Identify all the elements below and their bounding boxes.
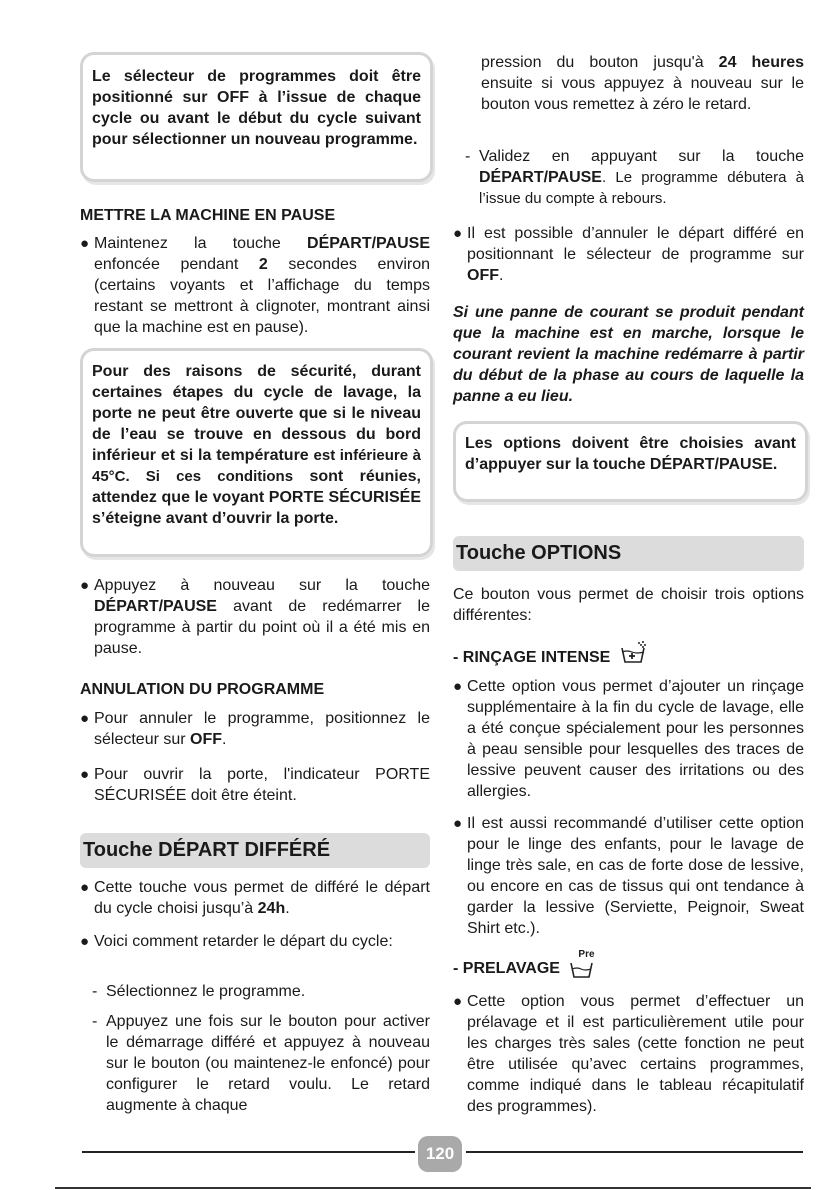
- pause-bullet: ● Maintenez la touche DÉPART/PAUSE enfoncée pendant 2 secondes environ (certains voyants et l’affichage du temps restant se mettront à clignoter, montrant ainsi que la machine est en pause).: [80, 235, 431, 336]
- safety-note-text: Pour des raisons de sécurité, durant certaines étapes du cycle de lavage, la porte ne peut être ouverte que si le niveau de l’eau se trouve en dessous du bord inférieur et si la température: [92, 363, 421, 464]
- delay-bullet: ● Cette touche vous permet de différé le départ du cycle choisi jusqu’à 24h.: [80, 879, 430, 917]
- off-selector-note: [80, 52, 433, 182]
- bullet-icon: ●: [453, 815, 463, 832]
- bullet-icon: ●: [80, 933, 90, 950]
- intensive-rinse-icon: [619, 640, 649, 672]
- options-note-text: Les options doivent être choisies avant d’appuyer sur la touche DÉPART/PAUSE.: [465, 435, 796, 473]
- cancel-delay-bullet: ● Il est possible d’annuler le départ différé en positionnant le sélecteur de programme sur OFF.: [453, 225, 804, 284]
- resume-bullet: ● Appuyez à nouveau sur la touche DÉPART/PAUSE avant de redémarrer le programme à partir du point où il a été mis en pause.: [80, 577, 430, 657]
- pause-heading: METTRE LA MACHINE EN PAUSE: [80, 207, 336, 224]
- bullet-icon: ●: [453, 678, 463, 695]
- cancel-heading: ANNULATION DU PROGRAMME: [80, 681, 325, 698]
- rinse-recommendation-bullet: ● Il est aussi recommandé d’utiliser cette option pour le linge des enfants, pour le lavage de linge très sale, en cas de forte dose de lessive, ou encore en cas de tissus qui ont tendance à garder la lessive (Serviette, Peignoir, Sweat Shirt etc.).: [453, 815, 804, 937]
- bullet-icon: ●: [453, 993, 463, 1010]
- bullet-icon: ●: [80, 235, 90, 252]
- delay-step-1: - Sélectionnez le programme.: [92, 983, 306, 1000]
- delay-step-2-continued: pression du bouton jusqu'à 24 heures ensuite si vous appuyez à nouveau sur le bouton vous remettez à zéro le retard.: [481, 54, 804, 113]
- bullet-icon: ●: [80, 710, 90, 727]
- footer-rule-right: [466, 1151, 803, 1153]
- bullet-icon: ●: [453, 225, 463, 242]
- options-section-title: Touche OPTIONS: [453, 536, 804, 571]
- power-failure-warning: Si une panne de courant se produit pendant que la machine est en marche, lorsque le courant revient la machine redémarre à partir du début de la phase au cours de laquelle la panne a eu lieu.: [453, 304, 804, 405]
- options-intro: Ce bouton vous permet de choisir trois options différentes:: [453, 586, 804, 624]
- page-number: 120: [418, 1136, 462, 1172]
- validate-step: - Validez en appuyant sur la touche DÉPART/PAUSE. Le programme débutera à l’issue du compte à rebours.: [465, 148, 804, 207]
- safety-note: Pour des raisons de sécurité, durant certaines étapes du cycle de lavage, la porte ne peut être ouverte que si le niveau de l’eau se trouve en dessous du bord inférieur et si la température est inférieure à 45°C. Si ces conditions sont réunies, attendez que le voyant PORTE SÉCURISÉE s’éteigne avant d’ouvrir la porte.: [80, 348, 433, 557]
- off-selector-note-text: Le sélecteur de programmes doit être positionné sur OFF à l’issue de chaque cycle ou avant le début du cycle suivant pour sélectionner un nouveau programme.: [92, 68, 421, 148]
- prewash-icon: Pre: [568, 955, 598, 979]
- delay-howto-bullet: ● Voici comment retarder le départ du cycle:: [80, 933, 393, 950]
- options-note: [453, 421, 808, 502]
- rinse-bullet: ● Cette option vous permet d’ajouter un rinçage supplémentaire à la fin du cycle de lavage, elle a été conçue spécialement pour les personnes à peau sensible pour lesquelles des traces de lessive peuvent causer des irritations ou des allergies.: [453, 678, 804, 800]
- bullet-icon: ●: [80, 577, 90, 594]
- page-bottom-rule: [55, 1187, 811, 1189]
- bullet-icon: ●: [80, 766, 90, 783]
- delay-step-2: - Appuyez une fois sur le bouton pour activer le démarrage différé et appuyez à nouveau sur le bouton (ou maintenez-le enfoncé) pour configurer le retard voulu. Le retard augmente à chaque: [92, 1013, 430, 1114]
- door-bullet: ● Pour ouvrir la porte, l'indicateur PORTE SÉCURISÉE doit être éteint.: [80, 766, 430, 804]
- cancel-bullet: ● Pour annuler le programme, positionnez le sélecteur sur OFF.: [80, 710, 430, 748]
- delay-section-title: Touche DÉPART DIFFÉRÉ: [80, 833, 430, 868]
- bullet-icon: ●: [80, 879, 90, 896]
- prewash-bullet: ● Cette option vous permet d’effectuer un prélavage et il est particulièrement utile pour les charges très sales (cette fonction ne peut être utilisée qu’avec certains programmes, comme indiqué dans le tableau récapitulatif des programmes).: [453, 993, 804, 1115]
- rinse-heading: - RINÇAGE INTENSE: [453, 640, 804, 672]
- prewash-heading: - PRELAVAGE Pre: [453, 955, 804, 979]
- footer-rule-left: [82, 1151, 415, 1153]
